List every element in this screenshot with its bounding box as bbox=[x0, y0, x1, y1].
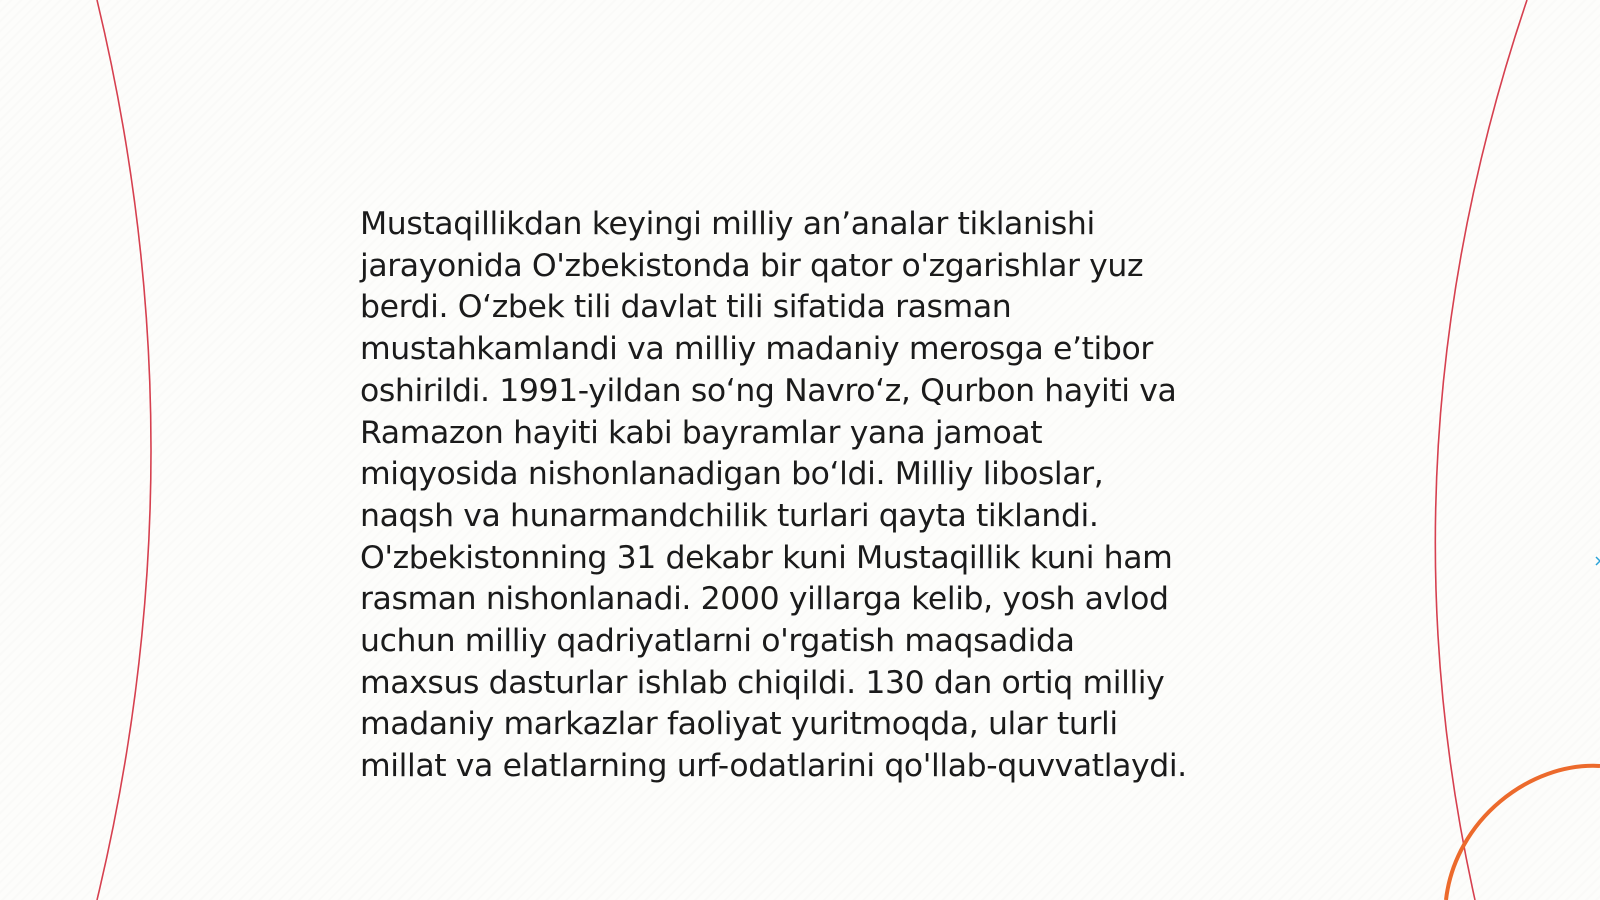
left-arc bbox=[97, 0, 151, 900]
paragraph-line: uchun milliy qadriyatlarni o'rgatish maqsadida bbox=[360, 623, 1075, 660]
right-arc bbox=[1435, 0, 1527, 900]
paragraph-line: maxsus dasturlar ishlab chiqildi. 130 dan ortiq milliy bbox=[360, 664, 1165, 701]
paragraph-line: madaniy markazlar faoliyat yuritmoqda, ular turli bbox=[360, 706, 1118, 743]
paragraph-line: Ramazon hayiti kabi bayramlar yana jamoat bbox=[360, 414, 1043, 451]
paragraph-line: oshirildi. 1991-yildan so‘ng Navro‘z, Qurbon hayiti va bbox=[360, 372, 1177, 409]
body-paragraph bbox=[360, 204, 1260, 788]
paragraph-line: miqyosida nishonlanadigan bo‘ldi. Milliy liboslar, bbox=[360, 456, 1104, 493]
paragraph-line: rasman nishonlanadi. 2000 yillarga kelib, yosh avlod bbox=[360, 581, 1169, 618]
paragraph-line: millat va elatlarning urf-odatlarini qo'llab-quvvatlaydi. bbox=[360, 748, 1187, 785]
paragraph-line: Mustaqillikdan keyingi milliy an’analar tiklanishi bbox=[360, 206, 1095, 242]
paragraph-line: O'zbekistonning 31 dekabr kuni Mustaqillik kuni ham bbox=[360, 539, 1173, 576]
bottom-right-thick-arc bbox=[1446, 766, 1600, 900]
small-arrow-icon bbox=[1596, 557, 1600, 565]
paragraph-line: berdi. O‘zbek tili davlat tili sifatida rasman bbox=[360, 289, 1012, 326]
paragraph-line: mustahkamlandi va milliy madaniy merosga e’tibor bbox=[360, 331, 1153, 368]
paragraph-line: jarayonida O'zbekistonda bir qator o'zgarishlar yuz bbox=[360, 247, 1144, 284]
paragraph-line: naqsh va hunarmandchilik turlari qayta tiklandi. bbox=[360, 497, 1099, 534]
